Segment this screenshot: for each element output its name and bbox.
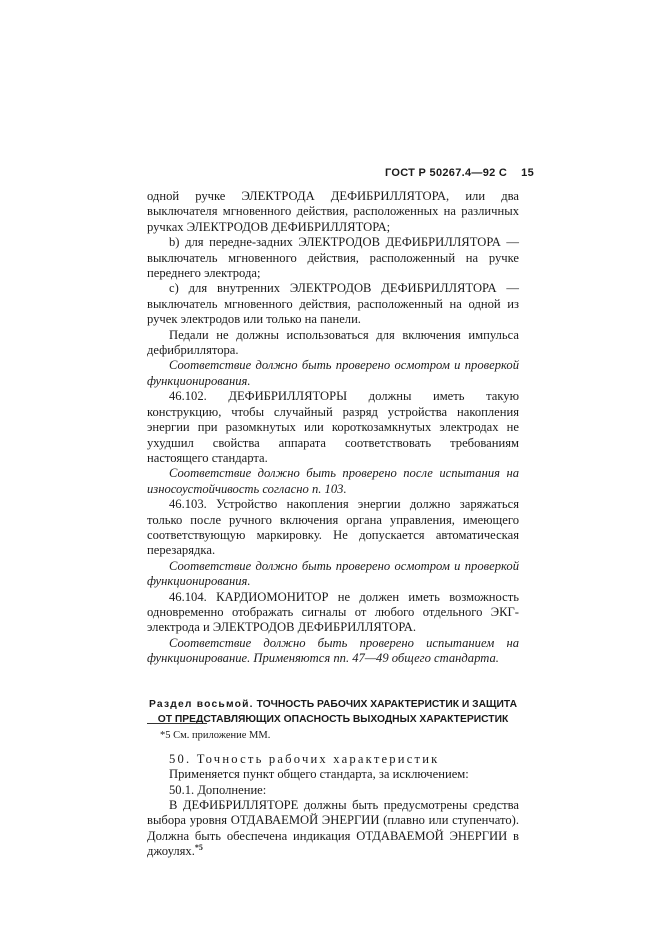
clause-46-103: 46.103. Устройство накопления энергии должно заряжаться только после ручного включения органа управления, имеющего соответствующую маркировку. Не допускается автоматическая перезарядка. — [147, 497, 519, 558]
paragraph-compliance: Соответствие должно быть проверено после испытания на износоустойчивость согласно п. 103. — [147, 466, 519, 496]
page-number: 15 — [521, 167, 534, 179]
paragraph-text: В ДЕФИБРИЛЛЯТОРЕ должны быть предусмотрены средства выбора уровня ОТДАВАЕМОЙ ЭНЕРГИИ (плавно или ступенчато). Должна быть обеспечена индикация ОТДАВАЕМОЙ ЭНЕРГИИ в джоулях. — [147, 798, 519, 859]
page-header — [385, 167, 534, 179]
section-label: Раздел восьмой. — [148, 698, 254, 710]
footnote-divider — [147, 723, 207, 724]
section-title: ТОЧНОСТЬ РАБОЧИХ ХАРАКТЕРИСТИК И ЗАЩИТА ОТ ПРЕДСТАВЛЯЮЩИХ ОПАСНОСТЬ ВЫХОДНЫХ ХАРАКТЕРИСТИК — [157, 698, 518, 726]
paragraph: Педали не должны использоваться для включения импульса дефибриллятора. — [147, 327, 519, 358]
paragraph: с) для внутренних ЭЛЕКТРОДОВ ДЕФИБРИЛЛЯТОРА — выключатель мгновенного действия, расположенный на одной из ручек электродов или только на панели. — [147, 281, 519, 327]
paragraph: Применяется пункт общего стандарта, за исключением: — [169, 767, 469, 782]
paragraph-compliance: Соответствие должно быть проверено осмотром и проверкой функционирования. — [147, 558, 519, 589]
paragraph: одной ручке ЭЛЕКТРОДА ДЕФИБРИЛЛЯТОРА, или два выключателя мгновенного действия, расположенных на различных ручках ЭЛЕКТРОДОВ ДЕФИБРИЛЛЯТОРА; — [147, 189, 519, 234]
clause-46-102: 46.102. ДЕФИБРИЛЛЯТОРЫ должны иметь такую конструкцию, чтобы случайный разряд устройства накопления энергии при разомкнутых или короткозамкнутых электродах не ухудшил свойства аппарата соответствовать требованиям настоящего стандарта. — [147, 389, 519, 465]
clause-50-heading: 50. Точность рабочих характеристик — [169, 751, 440, 766]
clause-50-1: 50.1. Дополнение: — [169, 782, 267, 797]
paragraph: b) для передне-задних ЭЛЕКТРОДОВ ДЕФИБРИЛЛЯТОРА — выключатель мгновенного действия, расположенный на ручке переднего электрода; — [147, 235, 519, 281]
standard-number: ГОСТ Р 50267.4—92 С — [384, 167, 508, 179]
footnote: *5 См. приложение ММ. — [160, 730, 271, 741]
paragraph-compliance: Соответствие должно быть проверено испытанием на функционирование. Применяются пп. 47—49 общего стандарта. — [147, 635, 519, 666]
paragraph-compliance: Соответствие должно быть проверено осмотром и проверкой функционирования. — [147, 358, 519, 388]
footnote-mark: *5 — [194, 843, 203, 853]
clause-46-104: 46.104. КАРДИОМОНИТОР не должен иметь возможность одновременно отображать сигналы от любого отдельного ЭКГ-электрода и ЭЛЕКТРОДОВ ДЕФИБРИЛЛЯТОРА. — [147, 589, 519, 635]
document-body — [147, 189, 519, 860]
paragraph — [147, 798, 519, 860]
